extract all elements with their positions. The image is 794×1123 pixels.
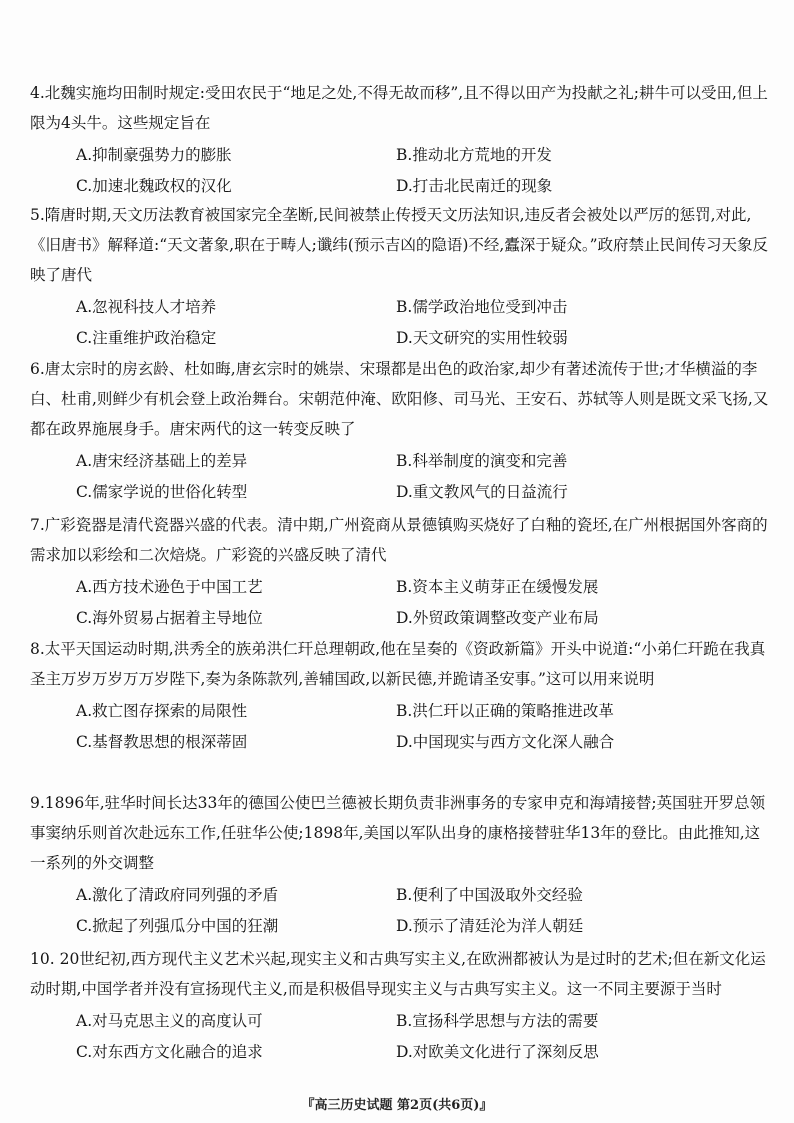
question-5 <box>30 200 770 354</box>
option-b: B.科举制度的演变和完善 <box>396 452 568 470</box>
question-4 <box>30 78 770 202</box>
option-c: C.儒家学说的世俗化转型 <box>76 483 248 501</box>
option-d: D.重文教风气的日益流行 <box>396 483 568 501</box>
option-a: A.抑制豪强势力的膨胀 <box>76 146 232 164</box>
option-grid <box>76 1006 770 1068</box>
option-grid <box>76 140 770 202</box>
option-a: A.救亡图存探索的局限性 <box>76 702 248 720</box>
option-grid <box>76 446 770 508</box>
option-b: B.推动北方荒地的开发 <box>396 146 552 164</box>
question-8 <box>30 634 770 758</box>
question-stem: 5.隋唐时期,天文历法教育被国家完全垄断,民间被禁止传授天文历法知识,违反者会被处以严厉的惩罚,对此,《旧唐书》解释道:“天文著象,职在于畴人;谶纬(预示吉凶的隐语)不经,蠹深于疑众。”政府禁止民间传习天象反映了唐代 <box>30 206 768 284</box>
question-6 <box>30 354 770 508</box>
question-stem: 6.唐太宗时的房玄龄、杜如晦,唐玄宗时的姚崇、宋璟都是出色的政治家,却少有著述流传于世;才华横溢的李白、杜甫,则鲜少有机会登上政治舞台。宋朝范仲淹、欧阳修、司马光、王安石、苏轼等人则是既文采飞扬,又都在政界施展身手。唐宋两代的这一转变反映了 <box>30 360 769 438</box>
option-b: B.儒学政治地位受到冲击 <box>396 298 568 316</box>
question-stem: 9.1896年,驻华时间长达33年的德国公使巴兰德被长期负责非洲事务的专家申克和海靖接替;英国驻开罗总领事窦纳乐则首次赴远东工作,任驻华公使;1898年,美国以军队出身的康格接替驻华13年的登比。由此推知,这一系列的外交调整 <box>30 794 766 872</box>
option-b: B.洪仁玕以正确的策略推进改革 <box>396 702 614 720</box>
question-stem: 8.太平天国运动时期,洪秀全的族弟洪仁玕总理朝政,他在呈奏的《资政新篇》开头中说道:“小弟仁玕跪在我真圣主万岁万岁万万岁陛下,奏为条陈款列,善辅国政,以新民德,并跪请圣安事。”这可以用来说明 <box>30 640 766 688</box>
question-stem: 4.北魏实施均田制时规定:受田农民于“地足之处,不得无故而移”,且不得以田产为投献之礼;耕牛可以受田,但上限为4头牛。这些规定旨在 <box>30 84 768 132</box>
question-9 <box>30 788 770 942</box>
option-d: D.中国现实与西方文化深人融合 <box>396 733 615 751</box>
option-grid <box>76 696 770 758</box>
option-a: A.西方技术逊色于中国工艺 <box>76 578 263 596</box>
option-c: C.注重维护政治稳定 <box>76 329 217 347</box>
option-a: A.激化了清政府同列强的矛盾 <box>76 886 279 904</box>
question-stem: 10. 20世纪初,西方现代主义艺术兴起,现实主义和古典写实主义,在欧洲都被认为是过时的艺术;但在新文化运动时期,中国学者并没有宣扬现代主义,而是积极倡导现实主义与古典写实主义。这一不同主要源于当时 <box>30 950 766 998</box>
option-grid <box>76 880 770 942</box>
option-c: C.对东西方文化融合的追求 <box>76 1043 263 1061</box>
option-grid <box>76 572 770 634</box>
option-c: C.海外贸易占据着主导地位 <box>76 609 263 627</box>
option-b: B.资本主义萌芽正在缓慢发展 <box>396 578 599 596</box>
option-d: D.打击北民南迁的现象 <box>396 177 553 195</box>
option-c: C.掀起了列强瓜分中国的狂潮 <box>76 917 279 935</box>
question-7 <box>30 510 770 634</box>
option-a: A.唐宋经济基础上的差异 <box>76 452 248 470</box>
question-10 <box>30 944 770 1068</box>
question-stem: 7.广彩瓷器是清代瓷器兴盛的代表。清中期,广州瓷商从景德镇购买烧好了白釉的瓷坯,在广州根据国外客商的需求加以彩绘和二次焙烧。广彩瓷的兴盛反映了清代 <box>30 516 768 564</box>
option-a: A.对马克思主义的高度认可 <box>76 1012 263 1030</box>
option-b: B.宣扬科学思想与方法的需要 <box>396 1012 599 1030</box>
option-d: D.预示了清廷沦为洋人朝廷 <box>396 917 584 935</box>
page-footer: 『高三历史试题 第2页(共6页)』 <box>301 1098 493 1113</box>
option-d: D.对欧美文化进行了深刻反思 <box>396 1043 599 1061</box>
option-c: C.加速北魏政权的汉化 <box>76 177 232 195</box>
option-grid <box>76 292 770 354</box>
option-c: C.基督教思想的根深蒂固 <box>76 733 248 751</box>
option-d: D.外贸政策调整改变产业布局 <box>396 609 599 627</box>
option-d: D.天文研究的实用性较弱 <box>396 329 568 347</box>
option-a: A.忽视科技人才培养 <box>76 298 217 316</box>
option-b: B.便利了中国汲取外交经验 <box>396 886 583 904</box>
